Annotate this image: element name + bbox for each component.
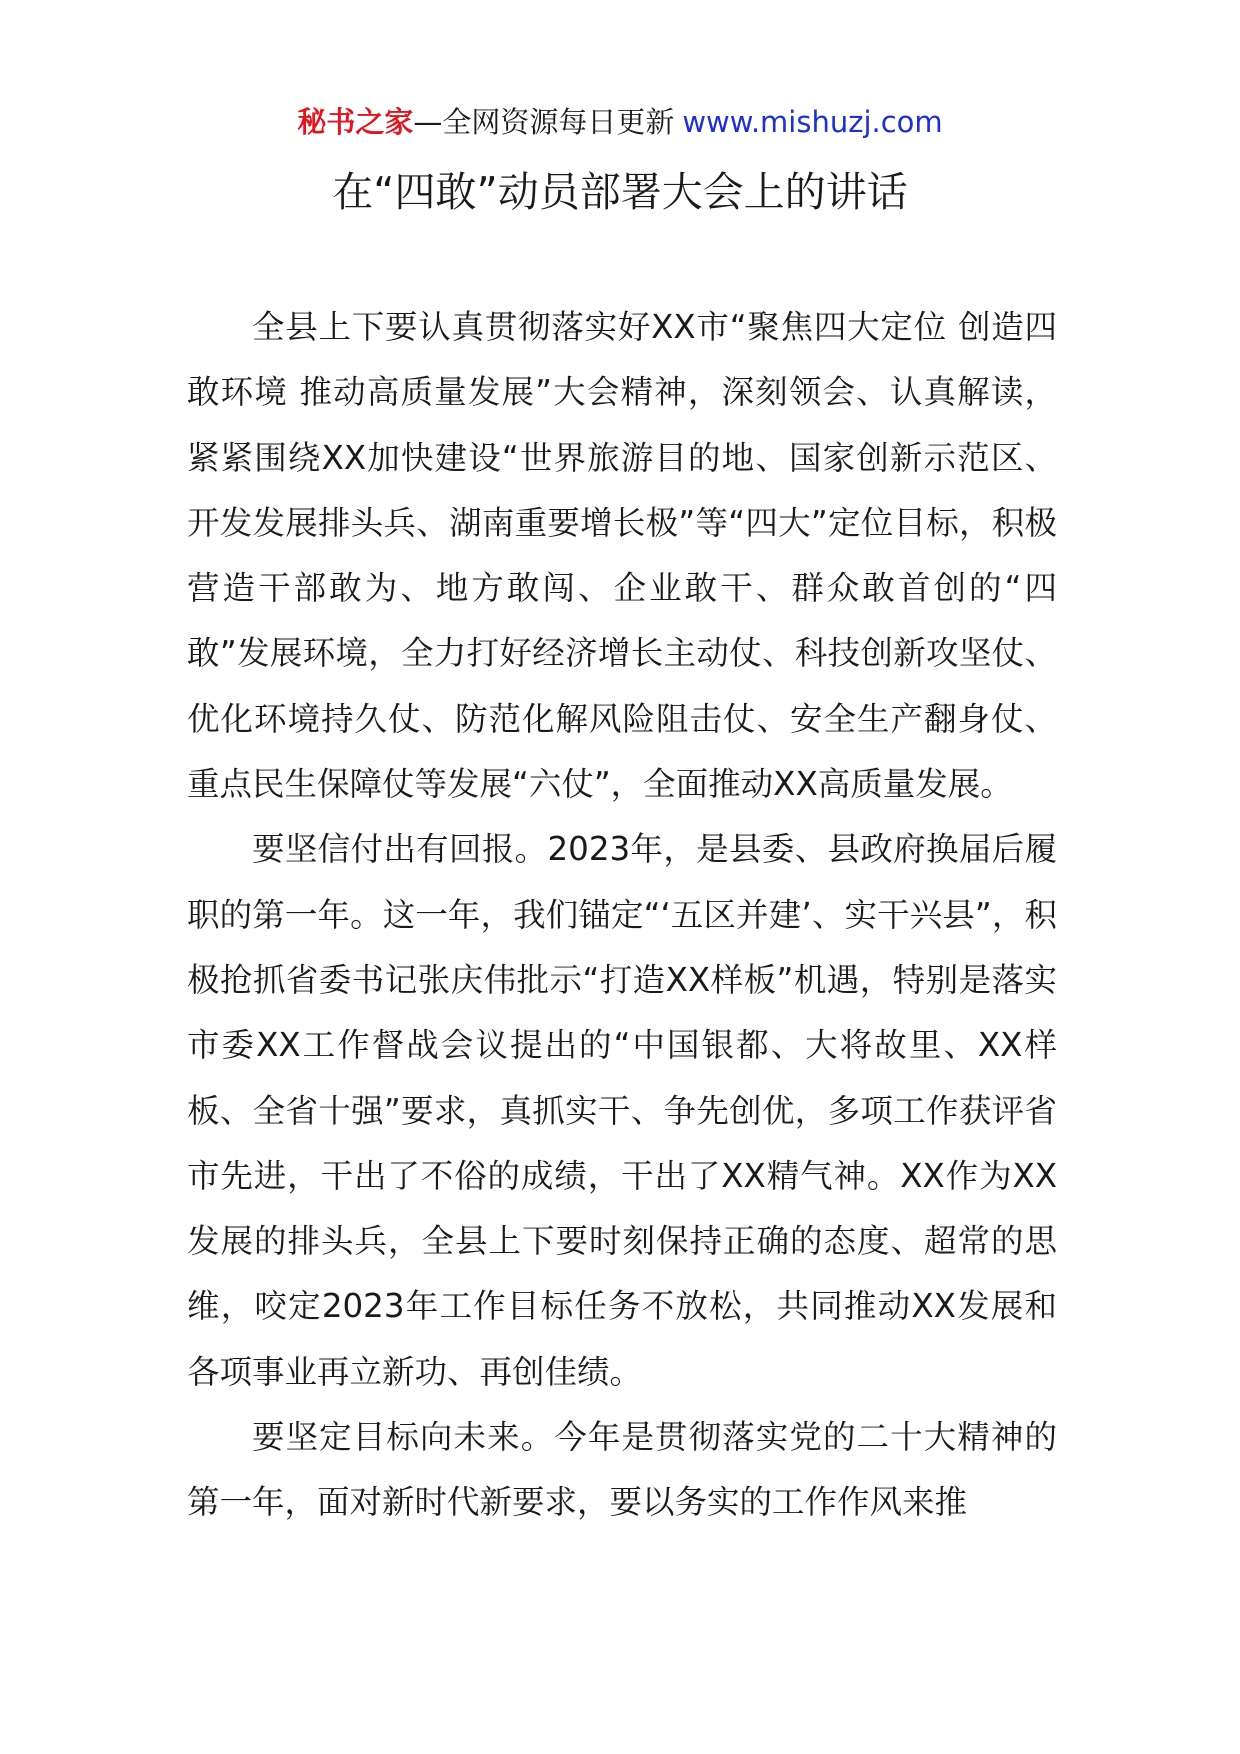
paragraph-3: 要坚定目标向未来。今年是贯彻落实党的二十大精神的第一年，面对新时代新要求，要以务实的工作作风来推 — [187, 1418, 1057, 1522]
brand-name: 秘书之家 — [297, 105, 414, 139]
header-tagline: —全网资源每日更新 — [413, 105, 675, 139]
document-body — [187, 295, 1057, 1536]
site-url-link[interactable]: www.mishuzj.com — [682, 105, 943, 139]
document-title: 在“四敢”动员部署大会上的讲话 — [332, 168, 908, 216]
paragraph-2: 要坚信付出有回报。2023年，是县委、县政府换届后履职的第一年。这一年，我们锚定“‘五区并建’、实干兴县”，积极抢抓省委书记张庆伟批示“打造XX样板”机遇，特别是落实市委XX工作督战会议提出的“中国银都、大将故里、XX样板、全省十强”要求，真抓实干、争先创优，多项工作获评省市先进，干出了不俗的成绩，干出了XX精气神。XX作为XX发展的排头兵，全县上下要时刻保持正确的态度、超常的思维，咬定2023年工作目标任务不放松，共同推动XX发展和各项事业再立新功、再创佳绩。 — [187, 830, 1057, 1391]
site-header — [0, 100, 1240, 144]
paragraph-1: 全县上下要认真贯彻落实好XX市“聚焦四大定位 创造四敢环境 推动高质量发展”大会精神，深刻领会、认真解读，紧紧围绕XX加快建设“世界旅游目的地、国家创新示范区、开发发展排头兵、湖南重要增长极”等“四大”定位目标，积极营造干部敢为、地方敢闯、企业敢干、群众敢首创的“四敢”发展环境，全力打好经济增长主动仗、科技创新攻坚仗、优化环境持久仗、防范化解风险阻击仗、安全生产翻身仗、重点民生保障仗等发展“六仗”，全面推动XX高质量发展。 — [187, 308, 1057, 804]
